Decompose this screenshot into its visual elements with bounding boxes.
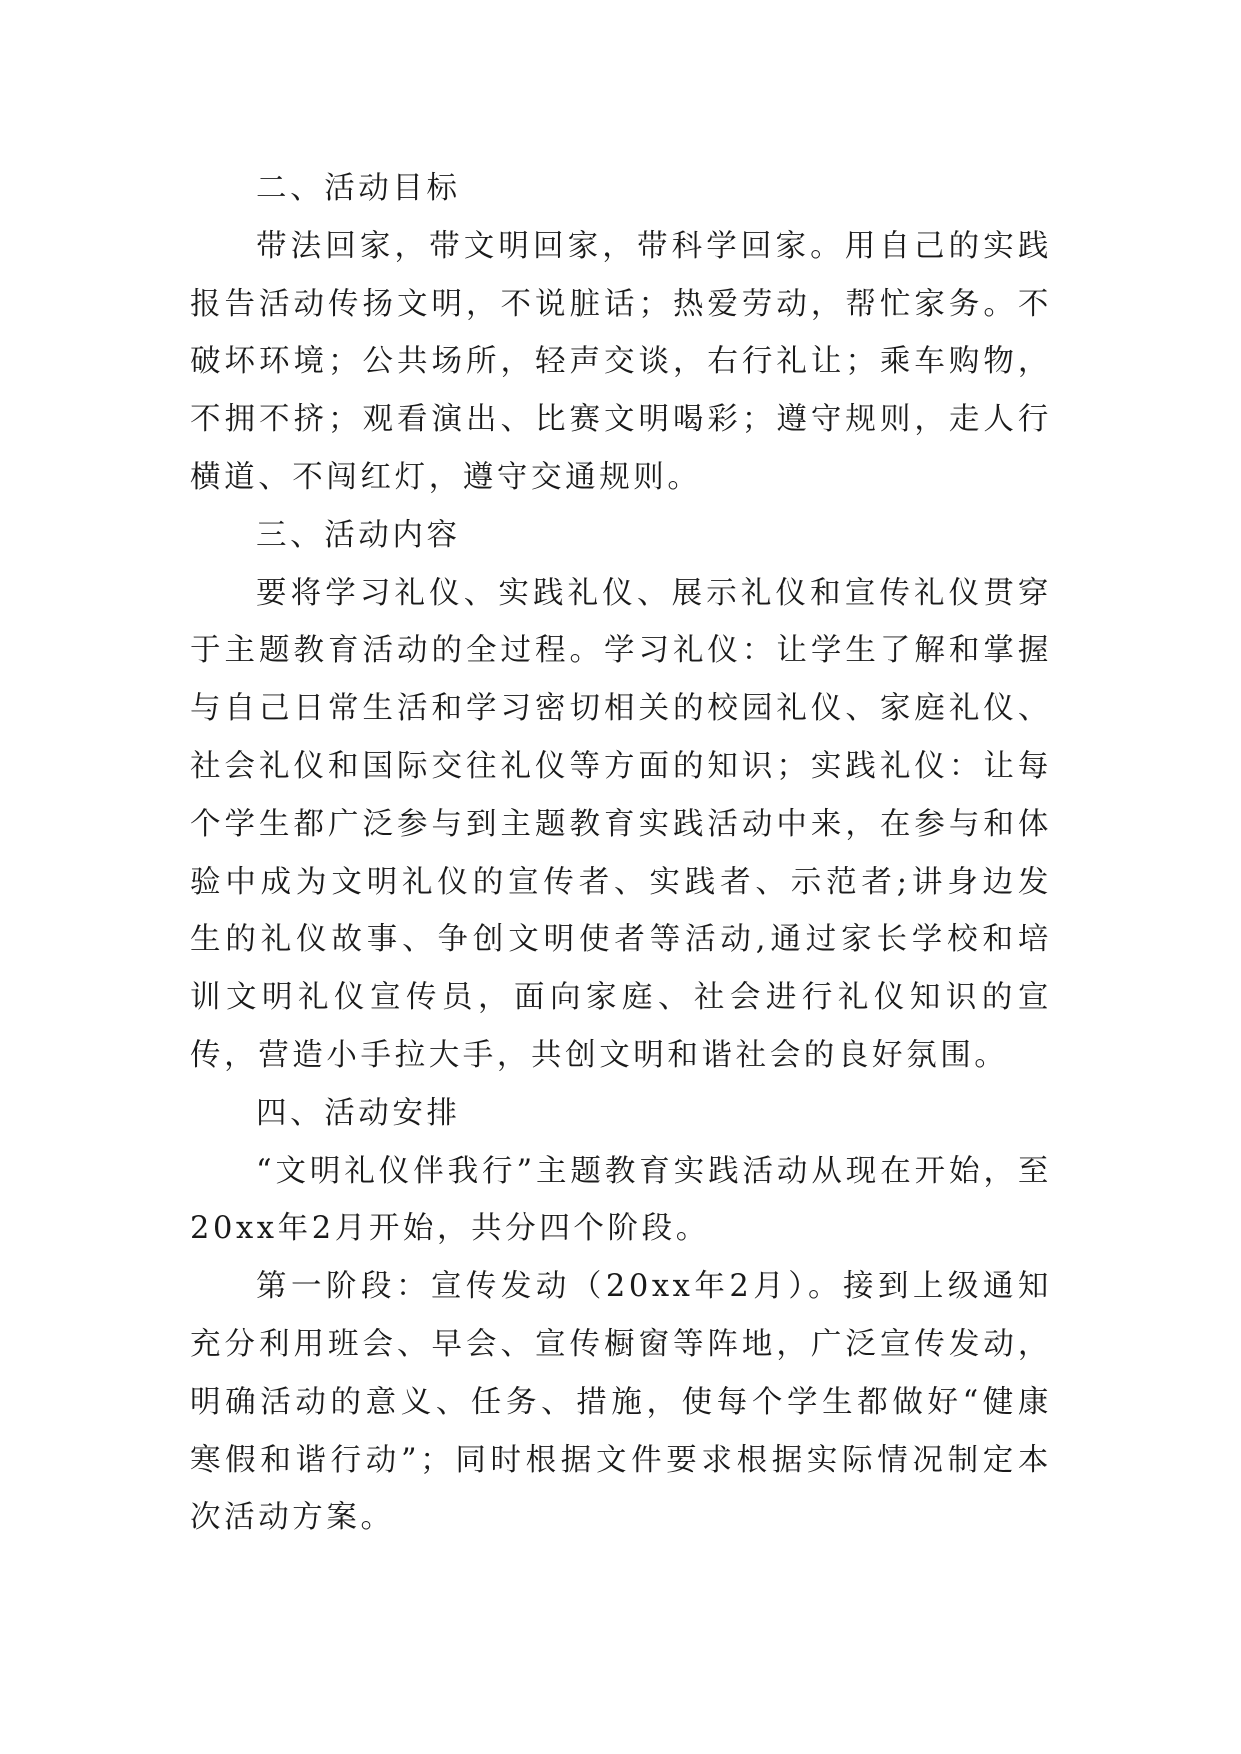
section-heading-goals: 二、活动目标 [256, 171, 461, 206]
paragraph-schedule-intro: “文明礼仪伴我行”主题教育实践活动从现在开始，至20xx年2月开始，共分四个阶段。 [190, 1153, 1052, 1247]
paragraph-goals: 带法回家，带文明回家，带科学回家。用自己的实践报告活动传扬文明，不说脏话；热爱劳动，帮忙家务。不破坏环境；公共场所，轻声交谈，右行礼让；乘车购物，不拥不挤；观看演出、比赛文明喝彩；遵守规则，走人行横道、不闯红灯，遵守交通规则。 [190, 228, 1052, 495]
paragraph-content: 要将学习礼仪、实践礼仪、展示礼仪和宣传礼仪贯穿于主题教育活动的全过程。学习礼仪：让学生了解和掌握与自己日常生活和学习密切相关的校园礼仪、家庭礼仪、社会礼仪和国际交往礼仪等方面的知识；实践礼仪：让每个学生都广泛参与到主题教育实践活动中来，在参与和体验中成为文明礼仪的宣传者、实践者、示范者;讲身边发生的礼仪故事、争创文明使者等活动,通过家长学校和培训文明礼仪宣传员，面向家庭、社会进行礼仪知识的宣传，营造小手拉大手，共创文明和谐社会的良好氛围。 [190, 575, 1052, 1073]
document-body [190, 160, 1052, 1547]
section-heading-schedule: 四、活动安排 [256, 1095, 461, 1131]
section-heading-content: 三、活动内容 [256, 517, 461, 553]
paragraph-stage-one: 第一阶段：宣传发动（20xx年2月）。接到上级通知充分利用班会、早会、宣传橱窗等阵地，广泛宣传发动，明确活动的意义、任务、措施，使每个学生都做好“健康寒假和谐行动”；同时根据文件要求根据实际情况制定本次活动方案。 [190, 1269, 1052, 1536]
